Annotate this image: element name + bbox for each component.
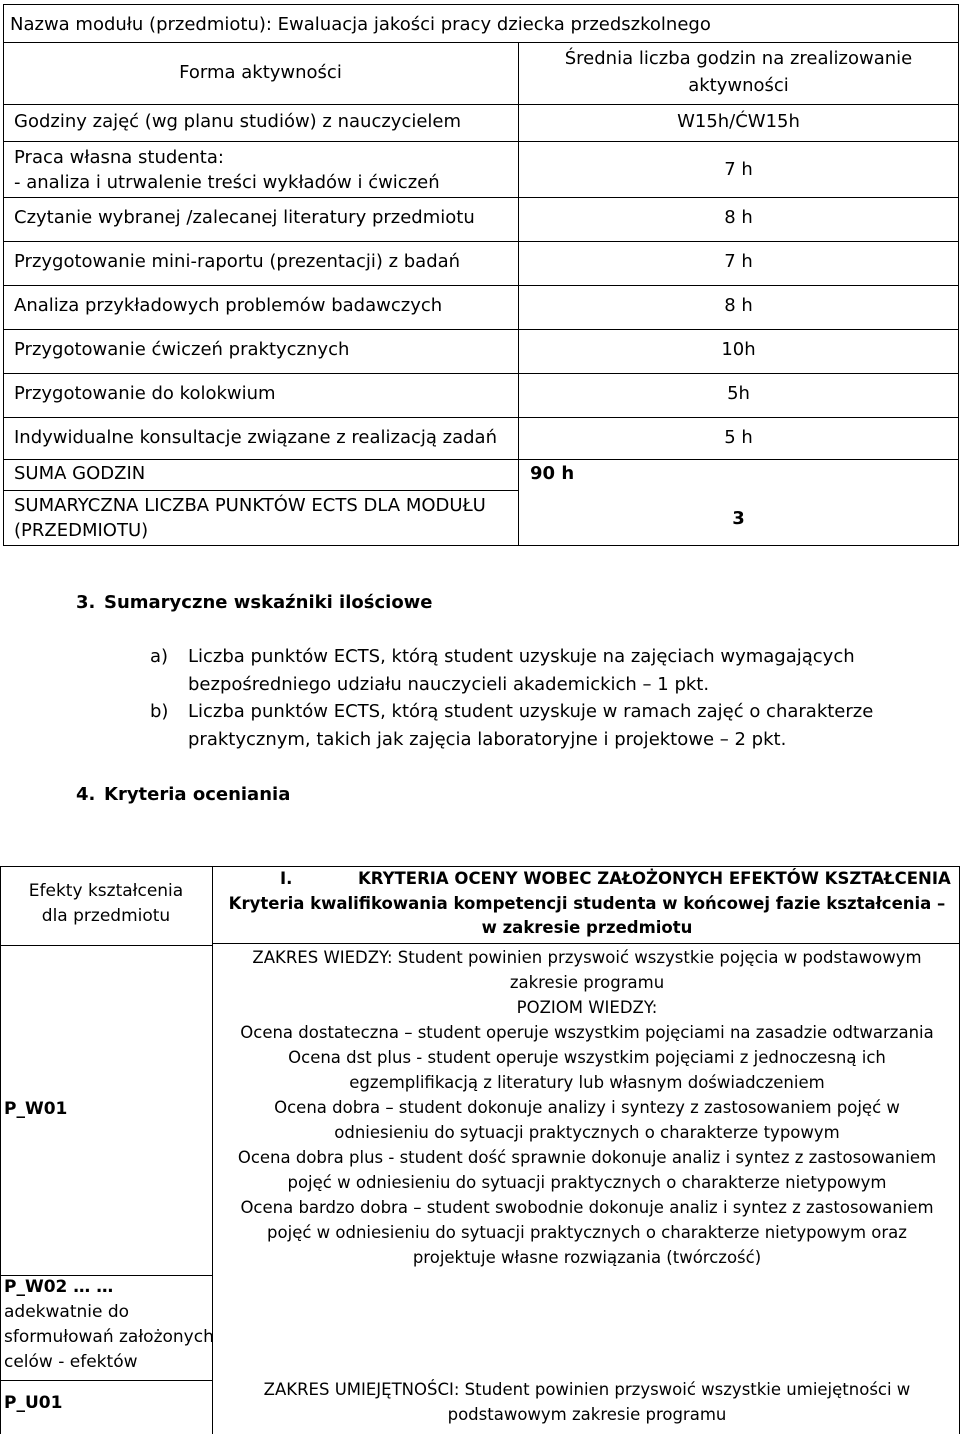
row-label: Indywidualne konsultacje związane z realizacją zadań	[14, 427, 497, 448]
effect-code-p-w01: P_W01	[4, 1099, 68, 1119]
list-item-line: bezpośredniego udziału nauczycieli akademickich – 1 pkt.	[188, 674, 710, 695]
row-value: 5h	[727, 383, 750, 404]
knowledge-line: egzemplifikacją z literatury lub własnym doświadczeniem	[349, 1073, 825, 1092]
skills-line: ZAKRES UMIEJĘTNOŚCI: Student powinien przyswoić wszystkie umiejętności w	[263, 1380, 911, 1399]
effect-note-line: adekwatnie do	[4, 1302, 130, 1322]
list-item-line: praktycznym, takich jak zajęcia laboratoryjne i projektowe – 2 pkt.	[188, 729, 787, 750]
effect-code-p-w02: P_W02 … …	[4, 1277, 114, 1297]
row-label: Czytanie wybranej /zalecanej literatury przedmiotu	[14, 207, 475, 228]
knowledge-line: zakresie programu	[509, 973, 665, 992]
row-divider	[3, 104, 959, 105]
knowledge-line: Ocena bardzo dobra – student swobodnie dokonuje analiz i syntez z zastosowaniem	[240, 1198, 934, 1217]
row-value: 7 h	[724, 251, 753, 272]
criteria-row-divider	[0, 1380, 212, 1381]
row-divider	[3, 42, 959, 43]
knowledge-line: Ocena dobra – student dokonuje analizy i syntezy z zastosowaniem pojęć w	[274, 1098, 900, 1117]
criteria-table-border	[212, 866, 213, 1434]
row-value: 8 h	[724, 207, 753, 228]
ects-value: 3	[732, 508, 745, 529]
row-label: Praca własna studenta:	[14, 147, 224, 168]
row-label: Przygotowanie mini-raportu (prezentacji) z badań	[14, 251, 461, 272]
section3-number: 3.	[76, 592, 96, 613]
knowledge-line: pojęć w odniesieniu do sytuacji praktycznych o charakterze nietypowym	[287, 1173, 887, 1192]
row-label: Przygotowanie do kolokwium	[14, 383, 276, 404]
list-item-line: Liczba punktów ECTS, którą student uzyskuje na zajęciach wymagających	[188, 646, 855, 667]
ects-label-line1: SUMARYCZNA LICZBA PUNKTÓW ECTS DLA MODUŁU	[14, 495, 486, 516]
row-divider	[3, 417, 959, 418]
criteria-subtitle-line2: w zakresie przedmiotu	[481, 918, 693, 937]
row-value: 10h	[721, 339, 756, 360]
section4-title: Kryteria oceniania	[104, 784, 291, 805]
list-item-line: Liczba punktów ECTS, którą student uzyskuje w ramach zajęć o charakterze	[188, 701, 874, 722]
section3-title: Sumaryczne wskaźniki ilościowe	[104, 592, 433, 613]
hours-header-line1: Średnia liczba godzin na zrealizowanie	[564, 48, 913, 69]
criteria-table-border	[0, 866, 1, 1434]
row-divider	[3, 241, 959, 242]
hours-header-line2: aktywności	[688, 75, 789, 96]
ects-label-line2: (PRZEDMIOTU)	[14, 520, 149, 541]
list-marker: a)	[150, 646, 169, 667]
knowledge-line: projektuje własne rozwiązania (twórczość)	[412, 1248, 762, 1267]
knowledge-line: odniesieniu do sytuacji praktycznych o charakterze typowym	[334, 1123, 840, 1142]
row-divider	[3, 141, 959, 142]
knowledge-line: pojęć w odniesieniu do sytuacji praktycznych o charakterze nietypowym oraz	[267, 1223, 907, 1242]
row-value: 7 h	[724, 159, 753, 180]
criteria-row-divider	[0, 1275, 212, 1276]
criteria-subtitle-line1: Kryteria kwalifikowania kompetencji studenta w końcowej fazie kształcenia –	[228, 894, 946, 913]
knowledge-line: Ocena dobra plus - student dość sprawnie dokonuje analiz i syntez z zastosowaniem	[237, 1148, 937, 1167]
criteria-roman-numeral: I.	[280, 869, 293, 888]
row-divider	[3, 329, 959, 330]
sum-hours-label: SUMA GODZIN	[14, 463, 146, 484]
row-divider	[3, 197, 959, 198]
effect-note-line: celów - efektów	[4, 1352, 138, 1372]
list-marker: b)	[150, 701, 169, 722]
row-label: Przygotowanie ćwiczeń praktycznych	[14, 339, 350, 360]
activity-form-header: Forma aktywności	[179, 62, 342, 83]
row-divider	[3, 459, 959, 460]
row-value: W15h/ĆW15h	[677, 111, 800, 132]
knowledge-line: POZIOM WIEDZY:	[516, 998, 658, 1017]
sum-hours-value: 90 h	[530, 463, 575, 484]
knowledge-line: Ocena dst plus - student operuje wszystkim pojęciami z jednoczesną ich	[288, 1048, 886, 1067]
row-value: 5 h	[724, 427, 753, 448]
row-value: 8 h	[724, 295, 753, 316]
effects-header-line1: Efekty kształcenia	[28, 881, 184, 901]
knowledge-line: ZAKRES WIEDZY: Student powinien przyswoić wszystkie pojęcia w podstawowym	[252, 948, 922, 967]
row-label: Analiza przykładowych problemów badawczych	[14, 295, 443, 316]
criteria-row-divider	[0, 945, 212, 946]
row-divider	[3, 490, 518, 491]
row-label: - analiza i utrwalenie treści wykładów i ćwiczeń	[14, 172, 440, 193]
row-divider	[3, 285, 959, 286]
knowledge-line: Ocena dostateczna – student operuje wszystkim pojęciami na zasadzie odtwarzania	[240, 1023, 934, 1042]
criteria-row-divider	[212, 943, 960, 944]
effect-code-p-u01: P_U01	[4, 1393, 63, 1413]
module-title: Nazwa modułu (przedmiotu): Ewaluacja jakości pracy dziecka przedszkolnego	[10, 14, 711, 35]
criteria-table-border	[0, 866, 960, 867]
section4-number: 4.	[76, 784, 96, 805]
criteria-title: KRYTERIA OCENY WOBEC ZAŁOŻONYCH EFEKTÓW KSZTAŁCENIA	[358, 869, 951, 888]
row-divider	[3, 373, 959, 374]
effect-note-line: sformułowań założonych	[4, 1327, 214, 1347]
effects-header-line2: dla przedmiotu	[41, 906, 171, 926]
row-label: Godziny zajęć (wg planu studiów) z nauczycielem	[14, 111, 462, 132]
skills-line: podstawowym zakresie programu	[447, 1405, 727, 1424]
